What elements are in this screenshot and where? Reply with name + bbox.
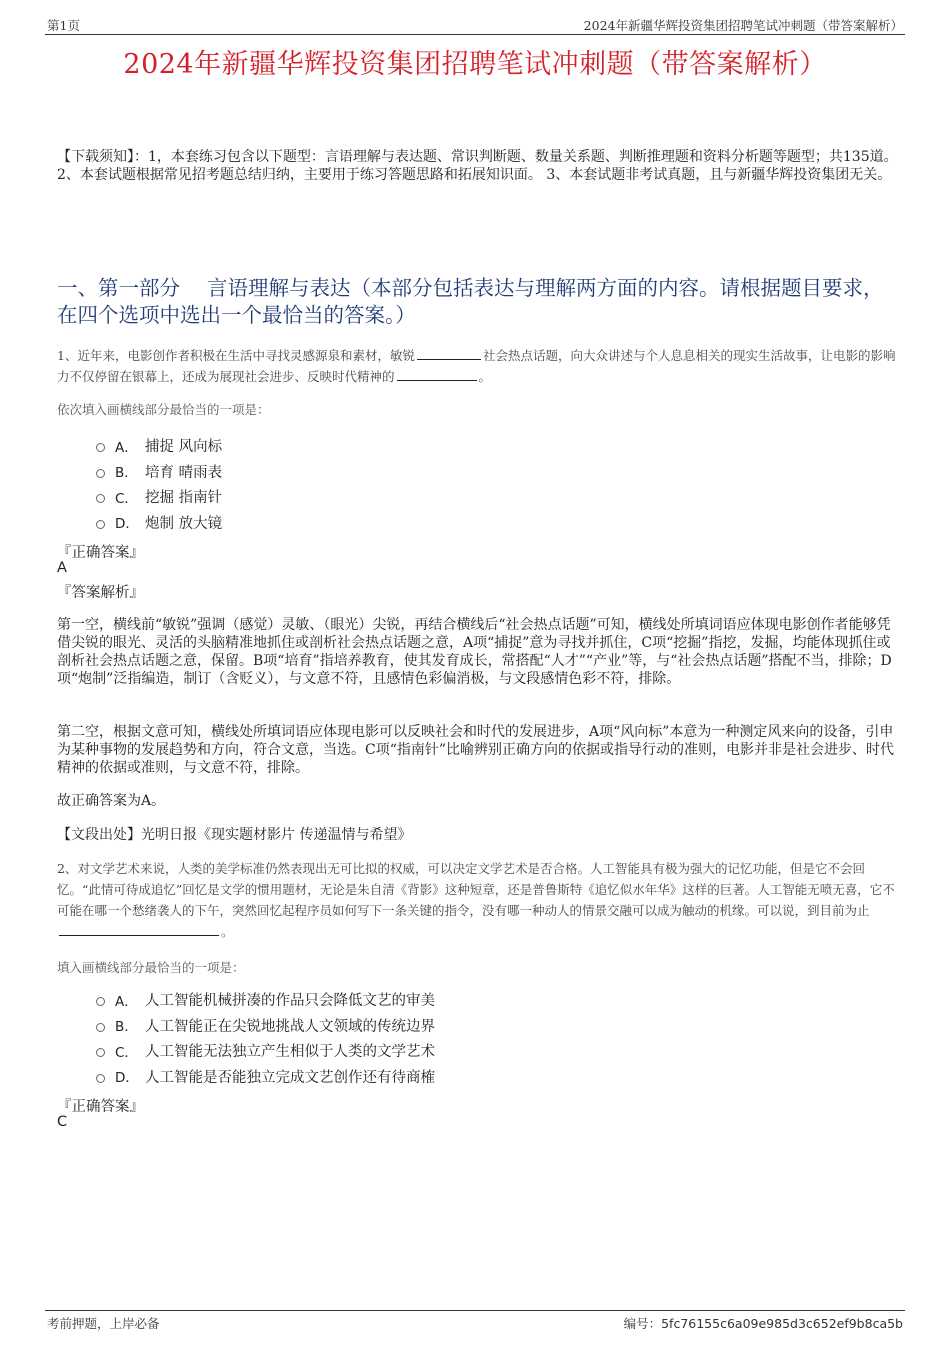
option-text: 人工智能正在尖锐地挑战人文领域的传统边界	[145, 1018, 435, 1035]
option-letter: B．	[115, 465, 138, 482]
radio-button-icon[interactable]	[96, 997, 105, 1006]
q1-blank-2	[397, 366, 477, 381]
option-letter: D．	[115, 1070, 139, 1087]
q1-answer-label: 『正确答案』	[57, 545, 144, 561]
q1-answer: A	[57, 560, 67, 576]
option-letter: C．	[115, 1044, 138, 1061]
radio-button-icon[interactable]	[96, 520, 105, 529]
footer-slogan: 考前押题，上岸必备	[47, 1316, 160, 1331]
radio-button-icon[interactable]	[96, 1023, 105, 1032]
footer-code-value: 5fc76155c6a09e985d3c652ef9b8ca5b	[661, 1316, 903, 1331]
page-number: 第1页	[47, 18, 80, 33]
q1-option-c[interactable]	[96, 484, 222, 510]
footer-code-label: 编号：	[623, 1316, 662, 1331]
section-heading: 一、第一部分 言语理解与表达（本部分包括表达与理解两方面的内容。请根据题目要求，在四个选项中选出一个最恰当的答案。）	[57, 276, 884, 327]
q1-conclusion: 故正确答案为A。	[57, 793, 166, 809]
option-text: 捕捉 风向标	[145, 439, 223, 456]
option-text: 人工智能机械拼凑的作品只会降低文艺的审美	[145, 993, 435, 1010]
q1-stem-part-a: 1、近年来，电影创作者积极在生活中寻找灵感源泉和素材，敏锐	[57, 348, 415, 363]
q2-blank	[59, 921, 219, 936]
radio-button-icon[interactable]	[96, 469, 105, 478]
option-text: 人工智能无法独立产生相似于人类的文学艺术	[145, 1044, 435, 1061]
q2-option-b[interactable]	[96, 1013, 435, 1039]
q2-answer-label: 『正确答案』	[57, 1099, 144, 1115]
option-letter: D．	[115, 516, 139, 533]
radio-button-icon[interactable]	[96, 443, 105, 452]
q1-stem-part-c: 。	[478, 369, 492, 384]
radio-button-icon[interactable]	[96, 494, 105, 503]
footer-document-code	[624, 1314, 903, 1332]
page-footer	[45, 1310, 905, 1329]
q1-analysis-paragraph-2: 第二空，根据文意可知，横线处所填词语应体现电影可以反映社会和时代的发展进步，A项“风向标”本意为一种测定风来向的设备，引申为某种事物的发展趋势和方向，符合文意，当选。C项“指南针”比喻辨别正确方向的依据或指导行动的准则，电影并非是社会进步、时代精神的依据或准则，与文意不符，排除。	[57, 724, 895, 776]
q1-source: 【文段出处】光明日报《现实题材影片 传递温情与希望》	[57, 827, 412, 843]
option-text: 炮制 放大镜	[145, 515, 223, 532]
option-text: 培育 晴雨表	[145, 464, 223, 481]
option-text: 挖掘 指南针	[145, 490, 223, 507]
q2-option-c[interactable]	[96, 1038, 435, 1064]
q1-analysis-paragraph-1: 第一空，横线前“敏锐”强调（感觉）灵敏、（眼光）尖锐，再结合横线后“社会热点话题”可知，横线处所填词语应体现电影创作者能够凭借尖锐的眼光、灵活的头脑精准地抓住或剖析社会热点话题之意，A项“捕捉”意为寻找并抓住，C项“挖掘”指挖，发掘，均能体现抓住或剖析社会热点话题之意，保留。B项“培育”指培养教育，使其发育成长，常搭配“人才”“产业”等，与“社会热点话题”搭配不当，排除；D项“炮制”泛指编造，制订（含贬义），与文意不符，且感情色彩偏消极，与文段感情色彩不符，排除。	[57, 617, 892, 687]
option-letter: A．	[115, 439, 138, 456]
q2-stem-part-a: 2、对文学艺术来说，人类的美学标准仍然表现出无可比拟的权威，可以决定文学艺术是否合格。人工智能具有极为强大的记忆功能，但是它不会回忆。“此情可待成追忆”回忆是文学的惯用题材，无论是朱自清《背影》这种短章，还是普鲁斯特《追忆似水年华》这样的巨著。人工智能无喷无喜，它不可能在哪一个愁绪袭人的下午，突然回忆起程序员如何写下一条关键的指令，没有哪一种动人的情景交融可以成为触动的机缘。可以说，到目前为止	[57, 861, 895, 918]
q1-analysis-label: 『答案解析』	[57, 585, 144, 601]
q1-option-d[interactable]	[96, 510, 222, 536]
q2-answer: C	[57, 1114, 68, 1130]
option-letter: A．	[115, 993, 138, 1010]
question-2-stem	[57, 858, 902, 942]
q1-option-b[interactable]	[96, 459, 222, 485]
option-text: 人工智能是否能独立完成文艺创作还有待商榷	[145, 1069, 435, 1086]
q2-instruction: 填入画横线部分最恰当的一项是：	[57, 960, 245, 975]
q1-options	[96, 433, 222, 535]
option-letter: B．	[115, 1019, 138, 1036]
q1-blank-1	[417, 345, 481, 360]
q1-instruction: 依次填入画横线部分最恰当的一项是：	[57, 402, 270, 417]
q2-stem-part-c: 。	[221, 924, 234, 939]
question-1-stem	[57, 345, 902, 387]
document-title: 2024年新疆华辉投资集团招聘笔试冲刺题（带答案解析）	[123, 49, 827, 80]
radio-button-icon[interactable]	[96, 1048, 105, 1057]
download-notice: 【下载须知】：1，本套练习包含以下题型：言语理解与表达题、常识判断题、数量关系题、判断推理题和资料分析题等题型；共135道。 2、本套试题根据常见招考题总结归纳，主要用于练习答题思路和拓展知识面。 3、本套试题非考试真题，且与新疆华辉投资集团无关。	[57, 149, 898, 183]
q2-option-d[interactable]	[96, 1064, 435, 1090]
header-doc-title: 2024年新疆华辉投资集团招聘笔试冲刺题（带答案解析）	[583, 18, 903, 33]
option-letter: C．	[115, 490, 138, 507]
q2-options	[96, 987, 435, 1089]
q2-option-a[interactable]	[96, 987, 435, 1013]
q1-option-a[interactable]	[96, 433, 222, 459]
q1-stem-part-b: 社会热点话题，向大众讲述与个人息息相关的现实生活故事，让电影的影响力不仅停留在银幕上，还成为展现社会进步、反映时代精神的	[57, 348, 896, 384]
page-header	[45, 14, 905, 35]
radio-button-icon[interactable]	[96, 1074, 105, 1083]
